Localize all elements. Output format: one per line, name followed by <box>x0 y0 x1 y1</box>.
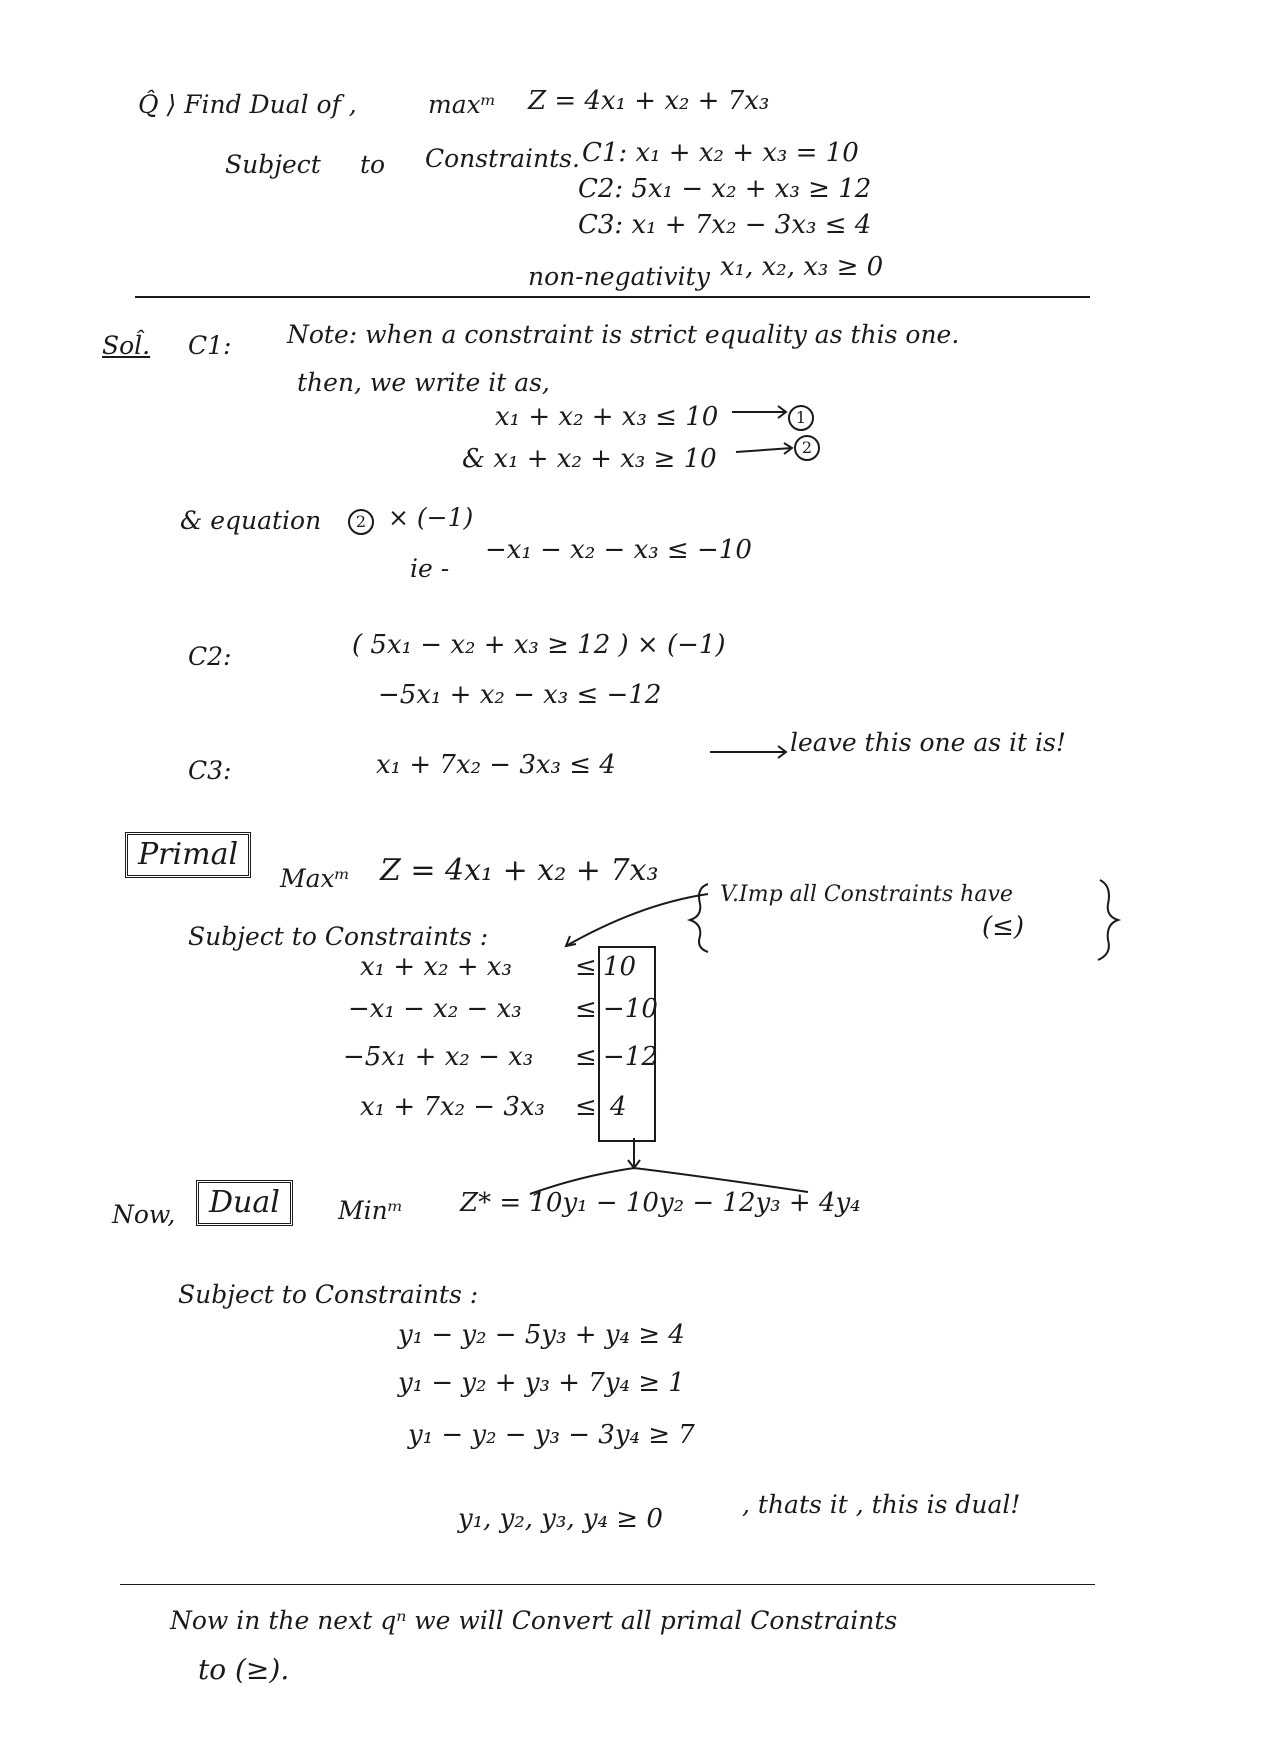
c3-note: leave this one as it is! <box>790 728 1066 757</box>
primal-row-4-rel: ≤ <box>575 1092 597 1122</box>
primal-note: V.Imp all Constraints have <box>720 882 1013 907</box>
footer-line-2: to (≥). <box>198 1653 290 1686</box>
max-label: maxᵐ <box>428 90 497 119</box>
equation-multiply-number: 2 <box>348 509 374 535</box>
dual-subject-label: Subject to Constraints : <box>178 1280 479 1309</box>
dual-objective: Z* = 10y₁ − 10y₂ − 12y₃ + 4y₄ <box>460 1188 861 1218</box>
note-line-2: then, we write it as, <box>297 368 550 397</box>
equation-multiply-label: & equation <box>180 506 322 535</box>
dual-box-label: Dual <box>196 1180 293 1226</box>
primal-objective: Z = 4x₁ + x₂ + 7x₃ <box>380 853 659 888</box>
now-label: Now, <box>112 1200 176 1229</box>
primal-subject-label: Subject to Constraints : <box>188 922 489 951</box>
question-label: Q̂ ⟩ Find Dual of , <box>138 90 357 119</box>
constraint-c3: C3: x₁ + 7x₂ − 3x₃ ≤ 4 <box>578 210 872 240</box>
constraints-label: Constraints. <box>425 144 580 173</box>
objective-function: Z = 4x₁ + x₂ + 7x₃ <box>528 86 770 116</box>
subject-label: Subject <box>225 150 321 179</box>
dual-closing: , thats it , this is dual! <box>742 1490 1021 1519</box>
c2-equation-negated: −5x₁ + x₂ − x₃ ≤ −12 <box>378 680 662 710</box>
arrow-2 <box>736 448 792 452</box>
to-label: to <box>360 150 386 179</box>
primal-row-1-rhs: 10 <box>603 952 637 982</box>
footer-line-1: Now in the next qⁿ we will Convert all primal Constraints <box>170 1606 898 1635</box>
primal-row-2-lhs: −x₁ − x₂ − x₃ <box>348 994 522 1024</box>
primal-row-3-rhs: −12 <box>603 1042 658 1072</box>
dual-constraint-2: y₁ − y₂ + y₃ + 7y₄ ≥ 1 <box>398 1368 685 1398</box>
note-line-1: Note: when a constraint is strict equality as this one. <box>287 320 960 349</box>
nonneg-constraint: x₁, x₂, x₃ ≥ 0 <box>720 252 884 282</box>
dual-nonneg: y₁, y₂, y₃, y₄ ≥ 0 <box>458 1504 663 1534</box>
nonneg-label: non-negativity <box>528 262 710 291</box>
primal-row-3-rel: ≤ <box>575 1042 597 1072</box>
primal-max-label: Maxᵐ <box>280 864 350 893</box>
equation-2: & x₁ + x₂ + x₃ ≥ 10 <box>462 444 717 474</box>
primal-row-4-lhs: x₁ + 7x₂ − 3x₃ <box>360 1092 545 1122</box>
c2-equation: ( 5x₁ − x₂ + x₃ ≥ 12 ) × (−1) <box>352 630 726 660</box>
primal-row-1-rel: ≤ <box>575 952 597 982</box>
c1-label: C1: <box>188 331 232 360</box>
equation-1-number: 1 <box>788 402 814 431</box>
c3-label: C3: <box>188 756 232 785</box>
primal-note-symbol: (≤) <box>982 912 1025 942</box>
primal-row-2-rhs: −10 <box>603 994 658 1024</box>
c2-label: C2: <box>188 642 232 671</box>
dual-min-label: Minᵐ <box>338 1196 404 1225</box>
dual-constraint-3: y₁ − y₂ − y₃ − 3y₄ ≥ 7 <box>408 1420 695 1450</box>
equation-2-number: 2 <box>794 432 820 461</box>
c3-equation: x₁ + 7x₂ − 3x₃ ≤ 4 <box>376 750 616 780</box>
equation-multiply-tail: × (−1) <box>388 503 474 532</box>
ie-equation: −x₁ − x₂ − x₃ ≤ −10 <box>485 535 752 565</box>
primal-row-2-rel: ≤ <box>575 994 597 1024</box>
primal-row-4-rhs: 4 <box>610 1092 627 1122</box>
primal-row-1-lhs: x₁ + x₂ + x₃ <box>360 952 512 982</box>
constraint-c1: C1: x₁ + x₂ + x₃ = 10 <box>582 138 859 168</box>
constraint-c2: C2: 5x₁ − x₂ + x₃ ≥ 12 <box>578 174 872 204</box>
primal-row-3-lhs: −5x₁ + x₂ − x₃ <box>343 1042 534 1072</box>
equation-1: x₁ + x₂ + x₃ ≤ 10 <box>495 402 719 432</box>
dual-constraint-1: y₁ − y₂ − 5y₃ + y₄ ≥ 4 <box>398 1320 685 1350</box>
ie-label: ie - <box>410 554 450 583</box>
primal-box-label: Primal <box>125 832 251 878</box>
solution-label: Sol̂. <box>102 331 151 360</box>
